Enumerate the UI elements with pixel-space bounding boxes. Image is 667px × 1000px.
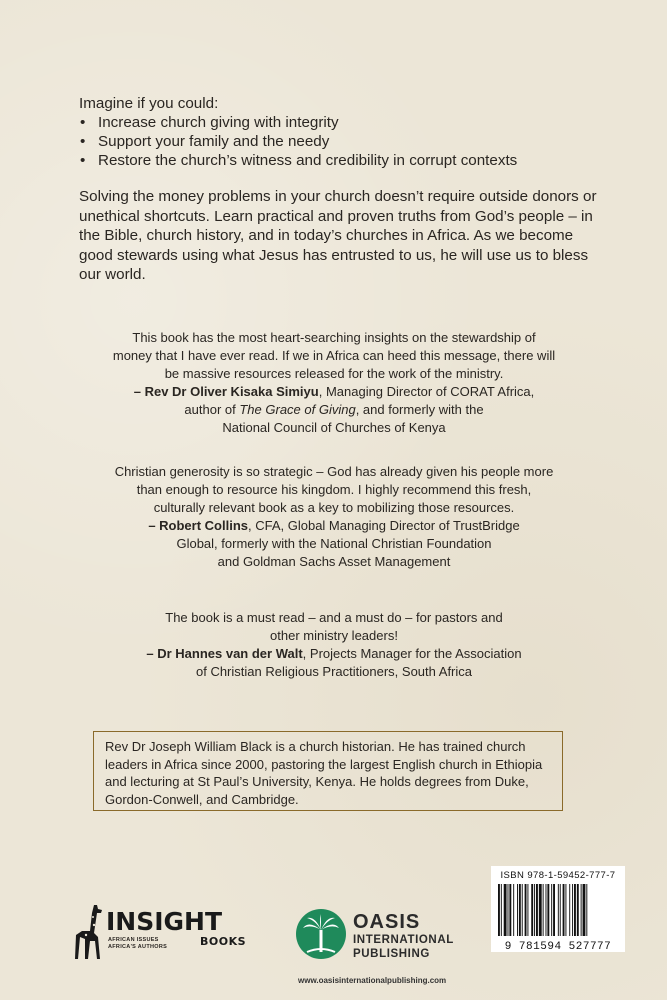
- barcode-bar: [534, 884, 535, 936]
- barcode-bar: [525, 884, 527, 936]
- endorsement-quote-line: be massive resources released for the work of the ministry.: [164, 366, 504, 381]
- giraffe-icon: [72, 903, 108, 961]
- intro-section: [79, 94, 599, 170]
- barcode-bar: [560, 884, 561, 936]
- barcode-bar: [522, 884, 523, 936]
- endorsement-quote-line: money that I have ever read. If we in Africa can heed this message, there will: [112, 348, 556, 363]
- barcode-bar: [581, 884, 582, 936]
- insight-tagline: AFRICAN ISSUES: [108, 937, 159, 943]
- barcode-bar: [513, 884, 514, 936]
- ean-number: 9 781594 527777: [504, 941, 612, 953]
- benefit-item: • Restore the church’s witness and credibility in corrupt contexts: [79, 151, 599, 170]
- palm-tree-icon: [295, 908, 347, 960]
- barcode-bar: [551, 884, 552, 936]
- endorser-role: Global, formerly with the National Christian Foundation: [176, 536, 492, 551]
- isbn-barcode: [491, 866, 625, 952]
- endorsement-quote-line: The book is a must read – and a must do – for pastors and: [165, 610, 503, 625]
- endorser-role: and Goldman Sachs Asset Management: [217, 554, 451, 569]
- barcode-bars: [497, 884, 619, 936]
- benefit-item: • Increase church giving with integrity: [79, 113, 599, 132]
- pitch-paragraph: Solving the money problems in your church doesn’t require outside donors or unethical shortcuts. Learn practical and proven truths from God’s people – in the Bible, church history, and in today’s churches in Africa. As we become good stewards using what Jesus has entrusted to us, he will use us to bless our world.: [79, 188, 597, 284]
- oasis-subtitle: INTERNATIONAL: [353, 934, 454, 946]
- benefit-item: • Support your family and the needy: [79, 132, 599, 151]
- barcode-bar: [569, 884, 570, 936]
- barcode-bar: [574, 884, 576, 936]
- barcode-bar: [517, 884, 518, 936]
- barcode-bar: [531, 884, 533, 936]
- barcode-bar: [583, 884, 586, 936]
- insight-tagline: AFRICA'S AUTHORS: [108, 944, 168, 950]
- barcode-bar: [543, 884, 544, 936]
- endorser-name: – Rev Dr Oliver Kisaka Simiyu: [133, 384, 319, 399]
- endorsement-quote-line: than enough to resource his kingdom. I highly recommend this fresh,: [136, 482, 532, 497]
- barcode-bar: [546, 884, 547, 936]
- barcode-bar: [519, 884, 521, 936]
- insight-books-logo: [72, 903, 262, 963]
- insight-wordmark: INSIGHT: [106, 907, 223, 936]
- intro-lead: Imagine if you could:: [79, 95, 219, 112]
- barcode-bar: [527, 884, 528, 936]
- barcode-bar: [539, 884, 542, 936]
- endorsement-attribution: – Robert Collins, CFA, Global Managing Director of TrustBridge: [148, 518, 520, 533]
- benefit-list: [79, 113, 599, 170]
- endorser-name: – Robert Collins: [148, 518, 248, 533]
- endorsement-quote-line: Christian generosity is so strategic – God has already given his people more: [114, 464, 554, 479]
- barcode-bar: [577, 884, 579, 936]
- endorser-role: of Christian Religious Practitioners, South Africa: [195, 664, 472, 679]
- endorsement-quote-line: culturally relevant book as a key to mobilizing those resources.: [153, 500, 515, 515]
- endorsement: [60, 329, 608, 437]
- publisher-url: www.oasisinternationalpublishing.com: [298, 976, 447, 985]
- endorser-role: author of The Grace of Giving, and formerly with the: [184, 402, 484, 417]
- oasis-logo: [295, 906, 485, 976]
- barcode-bar: [504, 884, 507, 936]
- endorsement: [60, 609, 608, 681]
- barcode-bar: [509, 884, 511, 936]
- endorsement-quote-line: other ministry leaders!: [270, 628, 398, 643]
- author-bio-box: Rev Dr Joseph William Black is a church historian. He has trained church leaders in Africa since 2000, pastoring the largest English church in Ethiopia and lecturing at St Paul’s University, Kenya. He holds degrees from Duke, Gordon-Conwell, and Cambridge.: [93, 731, 563, 811]
- barcode-bar: [498, 884, 500, 936]
- barcode-bar: [572, 884, 573, 936]
- barcode-bar: [565, 884, 566, 936]
- endorsement-quote-line: This book has the most heart-searching insights on the stewardship of: [132, 330, 536, 345]
- endorsement-attribution: – Rev Dr Oliver Kisaka Simiyu, Managing Director of CORAT Africa,: [133, 384, 535, 399]
- endorser-name: – Dr Hannes van der Walt: [146, 646, 303, 661]
- oasis-wordmark: OASIS: [353, 911, 421, 933]
- endorser-role: National Council of Churches of Kenya: [222, 420, 446, 435]
- barcode-bar: [547, 884, 549, 936]
- isbn-number: ISBN 978-1-59452-777-7: [500, 870, 616, 881]
- barcode-bar: [501, 884, 502, 936]
- barcode-bar: [553, 884, 555, 936]
- barcode-bar: [508, 884, 509, 936]
- barcode-bar: [563, 884, 565, 936]
- barcode-bar: [558, 884, 559, 936]
- barcode-bar: [536, 884, 538, 936]
- endorsement-attribution: – Dr Hannes van der Walt, Projects Manager for the Association: [146, 646, 522, 661]
- book-title: The Grace of Giving: [239, 402, 356, 417]
- barcode-bar: [586, 884, 587, 936]
- oasis-subtitle: PUBLISHING: [353, 948, 430, 960]
- insight-books-word: BOOKS: [200, 935, 247, 948]
- endorsement: [60, 463, 608, 571]
